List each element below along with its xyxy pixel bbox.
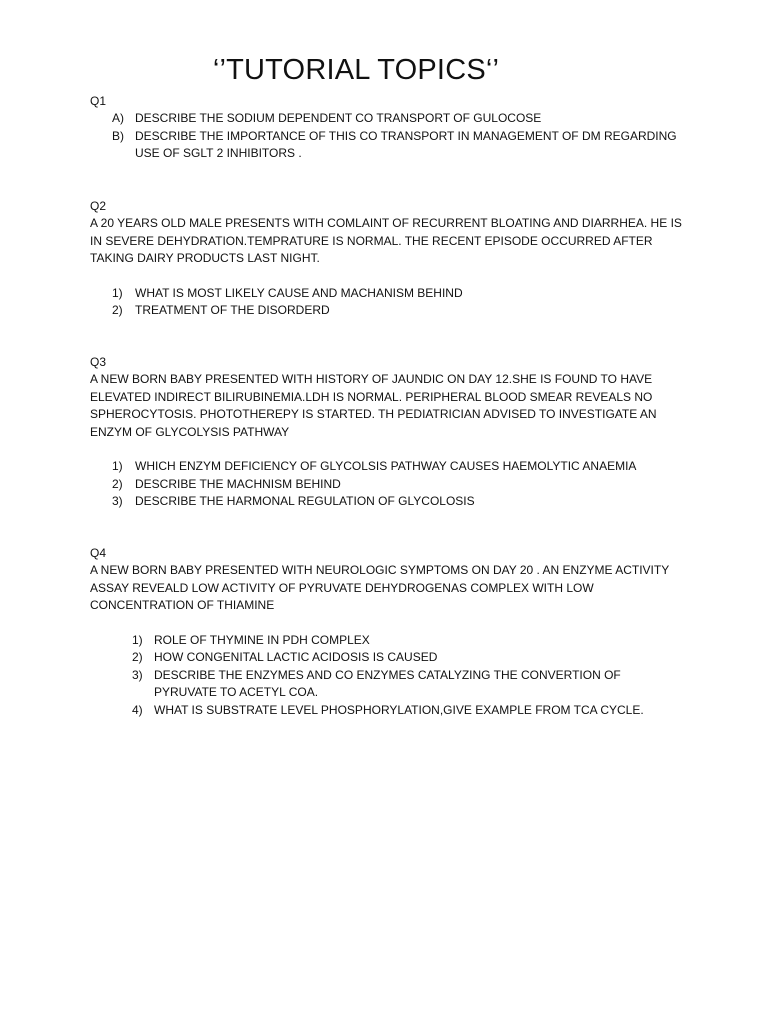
list-item-text: DESCRIBE THE IMPORTANCE OF THIS CO TRANSPORT IN MANAGEMENT OF DM REGARDING USE OF SGLT 2 INHIBITORS . <box>135 128 677 161</box>
question-4 <box>90 545 682 719</box>
question-4-subitems <box>90 632 682 719</box>
list-item-text: TREATMENT OF THE DISORDERD <box>135 303 330 318</box>
list-item-text: DESCRIBE THE MACHNISM BEHIND <box>135 476 341 491</box>
list-item <box>90 110 682 127</box>
list-marker: 2) <box>112 476 123 491</box>
list-item-text: ROLE OF THYMINE IN PDH COMPLEX <box>154 633 370 648</box>
list-item <box>90 632 682 649</box>
list-marker: A) <box>112 111 124 126</box>
list-marker: 1) <box>112 286 123 301</box>
question-label: Q3 <box>90 355 107 369</box>
list-item-text: DESCRIBE THE HARMONAL REGULATION OF GLYCOLOSIS <box>135 494 475 509</box>
question-3-subitems <box>90 458 682 510</box>
list-item-text: WHICH ENZYM DEFICIENCY OF GLYCOLSIS PATHWAY CAUSES HAEMOLYTIC ANAEMIA <box>135 459 637 474</box>
list-item-text: WHAT IS SUBSTRATE LEVEL PHOSPHORYLATION,GIVE EXAMPLE FROM TCA CYCLE. <box>154 702 644 717</box>
list-item <box>90 667 682 702</box>
page-title: ‘’TUTORIAL TOPICS‘’ <box>212 54 500 86</box>
list-marker: 2) <box>112 303 123 318</box>
question-stem: A NEW BORN BABY PRESENTED WITH NEUROLOGIC SYMPTOMS ON DAY 20 . AN ENZYME ACTIVITY ASSAY REVEALD LOW ACTIVITY OF PYRUVATE DEHYDROGENAS COMPLEX WITH LOW CONCENTRATION OF THIAMINE <box>90 563 670 613</box>
list-marker: 1) <box>112 459 123 474</box>
list-marker: 3) <box>132 667 143 682</box>
list-item <box>90 493 682 510</box>
list-item-text: WHAT IS MOST LIKELY CAUSE AND MACHANISM BEHIND <box>135 286 463 301</box>
question-3 <box>90 354 682 511</box>
list-item <box>90 476 682 493</box>
list-item <box>90 458 682 475</box>
question-stem: A 20 YEARS OLD MALE PRESENTS WITH COMLAINT OF RECURRENT BLOATING AND DIARRHEA. HE IS IN SEVERE DEHYDRATION.TEMPRATURE IS NORMAL. THE RECENT EPISODE OCCURRED AFTER TAKING DAIRY PRODUCTS LAST NIGHT. <box>90 216 682 266</box>
question-label: Q1 <box>90 94 107 108</box>
list-marker: 3) <box>112 494 123 509</box>
question-1-subitems <box>90 110 682 162</box>
list-marker: B) <box>112 128 124 143</box>
list-marker: 2) <box>132 650 143 665</box>
question-2-subitems <box>90 285 682 320</box>
list-item <box>90 702 682 719</box>
list-item <box>90 285 682 302</box>
list-item-text: DESCRIBE THE SODIUM DEPENDENT CO TRANSPORT OF GULOCOSE <box>135 111 542 126</box>
list-item-text: HOW CONGENITAL LACTIC ACIDOSIS IS CAUSED <box>154 650 438 665</box>
question-1 <box>90 93 682 163</box>
question-2 <box>90 198 682 320</box>
list-item <box>90 128 682 163</box>
list-item <box>90 649 682 666</box>
question-stem: A NEW BORN BABY PRESENTED WITH HISTORY OF JAUNDIC ON DAY 12.SHE IS FOUND TO HAVE ELEVATED INDIRECT BILIRUBINEMIA.LDH IS NORMAL. PERIPHERAL BLOOD SMEAR REVEALS NO SPHEROCYTOSIS. PHOTOTHEREPY IS STARTED. TH PEDIATRICIAN ADVISED TO INVESTIGATE AN ENZYM OF GLYCOLYSIS PATHWAY <box>90 372 657 439</box>
list-item-text: DESCRIBE THE ENZYMES AND CO ENZYMES CATALYZING THE CONVERTION OF PYRUVATE TO ACETYL COA. <box>154 667 621 700</box>
question-label: Q2 <box>90 199 107 213</box>
list-marker: 1) <box>132 633 143 648</box>
question-label: Q4 <box>90 546 107 560</box>
list-marker: 4) <box>132 702 143 717</box>
list-item <box>90 302 682 319</box>
